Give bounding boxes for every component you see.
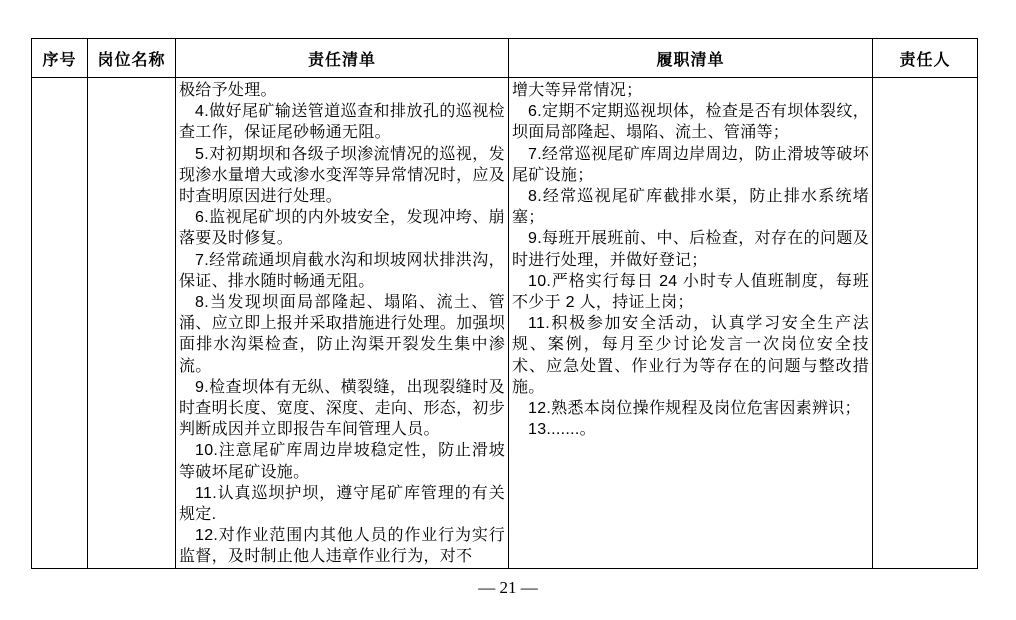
seq-value	[32, 78, 87, 98]
list-paragraph: 12.对作业范围内其他人员的作业行为实行监督，及时制止他人违章作业行为，对不	[179, 527, 505, 566]
table-row	[32, 78, 978, 569]
list-paragraph: 9.检查坝体有无纵、横裂缝，出现裂缝时及时查明长度、宽度、深度、走向、形态，初步判断成因并立即报告车间管理人员。	[179, 378, 506, 439]
cell-seq	[32, 78, 88, 569]
list-paragraph: 10.严格实行每日 24 小时专人值班制度，每班不少于 2 人，持证上岗；	[512, 272, 869, 312]
list-paragraph: 12.熟悉本岗位操作规程及岗位危害因素辨识；	[528, 400, 861, 418]
header-seq: 序号	[32, 39, 88, 78]
list-paragraph: 增大等异常情况；	[512, 82, 643, 99]
list-paragraph: 8.经常巡视尾矿库截排水渠，防止排水系统堵塞；	[512, 188, 869, 227]
header-position-name: 岗位名称	[88, 39, 176, 78]
duty-list-text	[176, 78, 508, 567]
list-paragraph: 4.做好尾矿输送管道巡查和排放孔的巡视检查工作，保证尾砂畅通无阻。	[179, 103, 505, 142]
cell-performance-list	[509, 78, 873, 569]
responsible-person-value	[873, 78, 977, 98]
cell-position-name	[88, 78, 176, 569]
list-paragraph: 10.注意尾矿库周边岸坡稳定性，防止滑坡等破坏尾矿设施。	[179, 442, 505, 481]
cell-duty-list	[176, 78, 509, 569]
list-paragraph: 5.对初期坝和各级子坝渗流情况的巡视，发现渗水量增大或渗水变浑等异常情况时，应及时查明原因进行处理。	[179, 145, 506, 206]
cell-responsible-person	[873, 78, 978, 569]
list-paragraph: 7.经常疏通坝肩截水沟和坝坡网状排洪沟，保证、排水随时畅通无阻。	[179, 251, 505, 290]
duty-table	[31, 38, 978, 569]
table-header-row	[32, 39, 978, 78]
list-paragraph: 极给予处理。	[179, 82, 277, 99]
list-paragraph: 7.经常巡视尾矿库周边岸周边，防止滑坡等破坏尾矿设施；	[512, 145, 869, 184]
header-performance-list: 履职清单	[509, 39, 873, 78]
list-paragraph: 11.认真巡坝护坝，遵守尾矿库管理的有关规定.	[179, 484, 505, 524]
header-responsible-person: 责任人	[873, 39, 978, 78]
position-name-value	[88, 78, 175, 98]
list-paragraph: 6.监视尾矿坝的内外坡安全，发现冲垮、崩落要及时修复。	[179, 209, 505, 248]
performance-list-text	[509, 78, 872, 567]
list-paragraph: 6.定期不定期巡视坝体，检查是否有坝体裂纹，坝面局部隆起、塌陷、流土、管涌等；	[512, 103, 869, 142]
header-duty-list: 责任清单	[176, 39, 509, 78]
list-paragraph: 8.当发现坝面局部隆起、塌陷、流土、管涌、应立即上报并采取措施进行处理。加强坝面排水沟渠检查，防止沟渠开裂发生集中渗流。	[179, 294, 506, 375]
list-paragraph: 9.每班开展班前、中、后检查，对存在的问题及时进行处理，并做好登记；	[512, 230, 869, 269]
list-paragraph: 13.......。	[528, 421, 596, 439]
page-number: — 21 —	[478, 578, 538, 597]
list-paragraph: 11.积极参加安全活动，认真学习安全生产法规、案例，每月至少讨论发言一次岗位安全技术、应急处置、作业行为等存在的问题与整改措施。	[512, 315, 869, 396]
